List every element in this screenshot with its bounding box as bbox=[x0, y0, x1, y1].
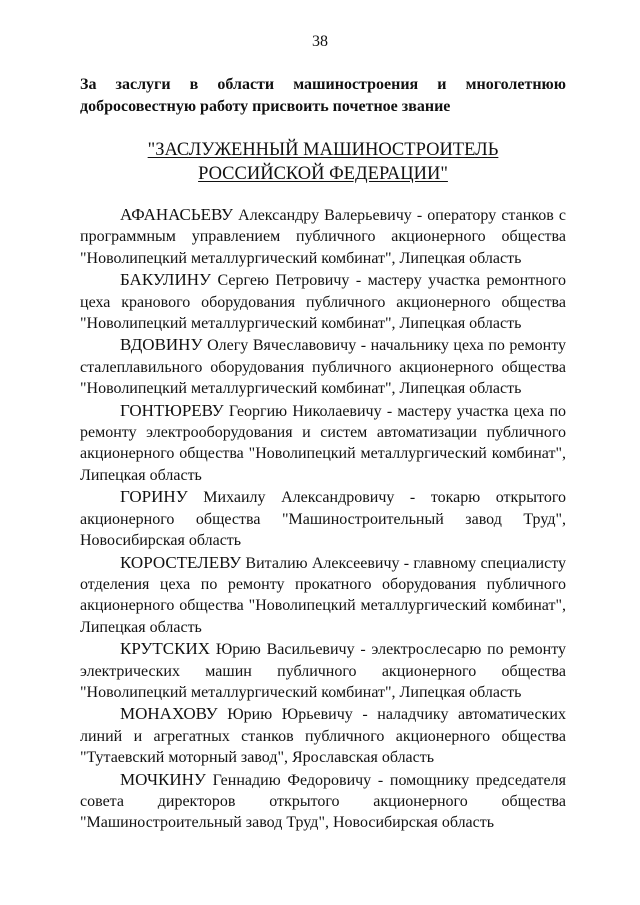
awardee-surname: КРУТСКИХ bbox=[120, 639, 211, 659]
page-number: 38 bbox=[312, 33, 328, 50]
awardee-entry bbox=[80, 769, 566, 834]
honorary-title bbox=[80, 138, 566, 186]
awardee-surname: ВДОВИНУ bbox=[120, 335, 203, 355]
awardee-entry bbox=[80, 486, 566, 551]
intro-paragraph: За заслуги в области машиностроения и многолетнюю добросовестную работу присвоить почетное звание bbox=[80, 76, 566, 115]
awardee-details: Геннадию Федоровичу - помощнику председателя совета директоров открытого акционерного общества "Машиностроительный завод Труд", Новосибирская область bbox=[80, 771, 566, 832]
awardee-entry bbox=[80, 204, 566, 269]
awardee-surname: АФАНАСЬЕВУ bbox=[120, 205, 234, 224]
honorary-title-line-1: "ЗАСЛУЖЕННЫЙ МАШИНОСТРОИТЕЛЬ bbox=[147, 140, 499, 160]
awardee-details: Александру Валерьевичу - оператору станков с программным управлением публичного акционерного общества "Новолипецкий металлургический комбинат", Липецкая область bbox=[80, 207, 566, 267]
awardee-surname: ГОНТЮРЕВУ bbox=[120, 400, 224, 420]
awardee-entry bbox=[80, 400, 566, 487]
awardee-details: Виталию Алексеевичу - главному специалисту отделения цеха по ремонту прокатного оборудования публичного акционерного общества "Новолипецкий металлургический комбинат", Липецкая область bbox=[80, 554, 567, 636]
awardee-surname: КОРОСТЕЛЕВУ bbox=[120, 552, 242, 572]
awardee-surname: ГОРИНУ bbox=[120, 487, 188, 507]
awardee-details: Юрию Юрьевичу - наладчику автоматических линий и агрегатных станков публичного акционерного общества "Тутаевский моторный завод", Ярославская область bbox=[80, 706, 566, 767]
honorary-title-line-2: РОССИЙСКОЙ ФЕДЕРАЦИИ" bbox=[198, 164, 448, 184]
awardee-details: Георгию Николаевичу - мастеру участка цеха по ремонту электрооборудования и систем автоматизации публичного акционерного общества "Новолипецкий металлургический комбинат", Липецкая область bbox=[80, 402, 567, 484]
awardee-list bbox=[80, 204, 566, 834]
awardee-entry bbox=[80, 269, 566, 334]
awardee-entry bbox=[80, 638, 566, 703]
awardee-surname: МОНАХОВУ bbox=[120, 704, 218, 724]
awardee-details: Михаилу Александровичу - токарю открытого акционерного общества "Машиностроительный завод Труд", Новосибирская область bbox=[80, 489, 566, 550]
awardee-surname: БАКУЛИНУ bbox=[120, 270, 212, 290]
awardee-details: Олегу Вячеславовичу - начальнику цеха по ремонту сталеплавильного оборудования публичного акционерного общества "Новолипецкий металлургический комбинат", Липецкая область bbox=[80, 337, 567, 398]
awardee-entry bbox=[80, 552, 566, 639]
awardee-surname: МОЧКИНУ bbox=[120, 769, 206, 789]
awardee-details: Юрию Васильевичу - электрослесарю по ремонту электрических машин публичного акционерного общества "Новолипецкий металлургический комбинат", Липецкая область bbox=[80, 641, 567, 701]
awardee-details: Сергею Петровичу - мастеру участка ремонтного цеха кранового оборудования публичного акционерного общества "Новолипецкий металлургический комбинат", Липецкая область bbox=[80, 272, 567, 333]
awardee-entry bbox=[80, 703, 566, 768]
awardee-entry bbox=[80, 334, 566, 399]
